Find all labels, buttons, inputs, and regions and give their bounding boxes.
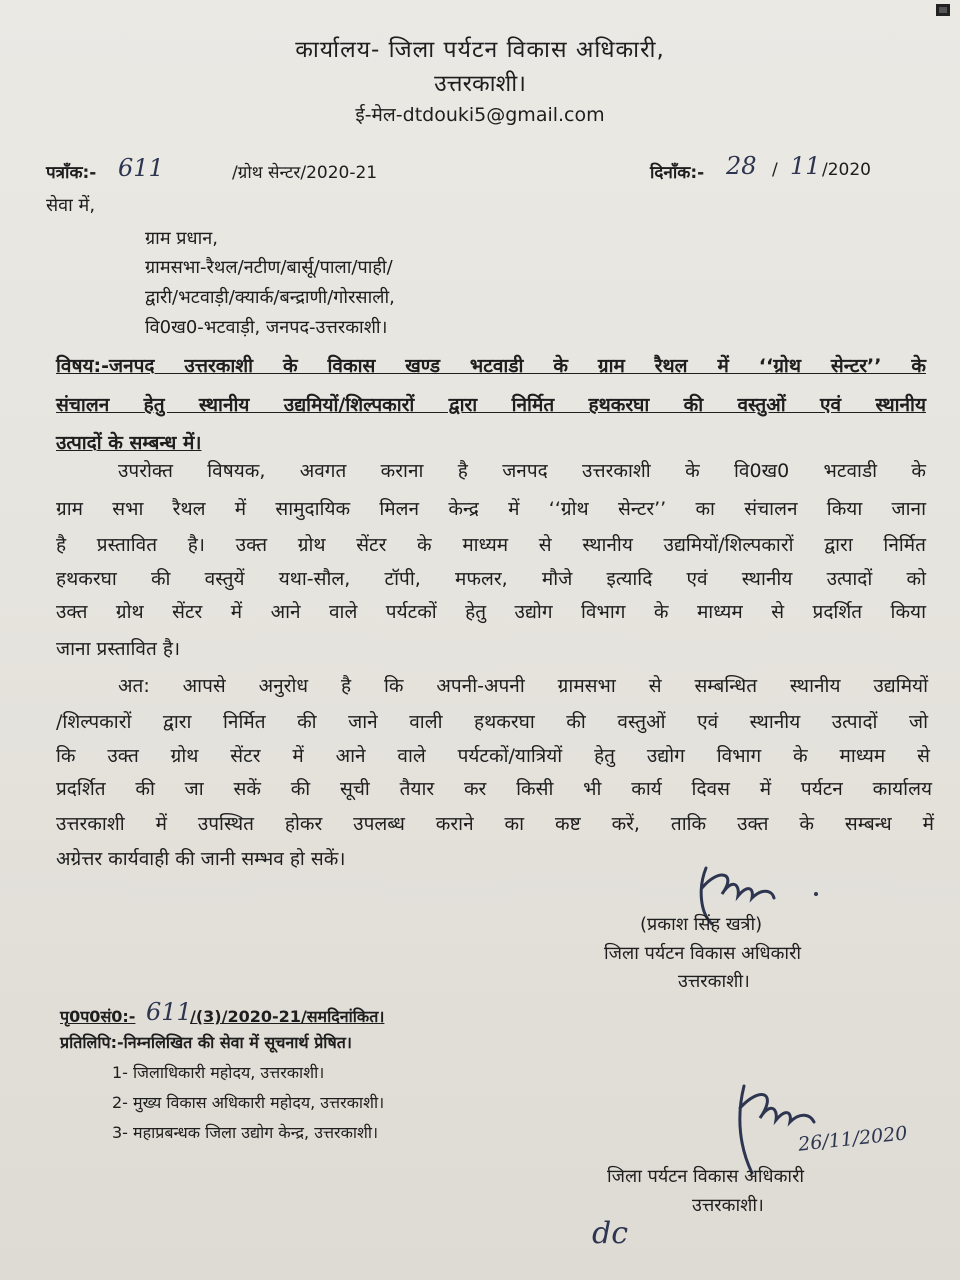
date-label: दिनॉंक:- — [650, 163, 705, 183]
paragraph-line: प्रदर्शित की जा सकें की सूची तैयार कर किसी भी कार्य दिवस में पर्यटन कार्यालय — [56, 778, 932, 800]
subject-line: विषय:-जनपद उत्तरकाशी के विकास खण्ड भटवाडी के ग्राम रैथल में ‘‘ग्रोथ सेन्टर’’ के — [56, 355, 926, 377]
paragraph-line: कि उक्त ग्रोथ सेंटर में आने वाले पर्यटकों/यात्रियों हेतु उद्योग विभाग के माध्यम से — [56, 745, 930, 767]
copy-item: 3- महाप्रबन्धक जिला उद्योग केन्द्र, उत्तरकाशी। — [112, 1123, 379, 1142]
salutation: सेवा में, — [46, 195, 96, 216]
subject-line: संचालन हेतु स्थानीय उद्यमियों/शिल्पकारों द्वारा निर्मित हथकरघा की वस्तुओं एवं स्थानीय — [56, 394, 926, 416]
copy-heading: प्रतिलिपि:-निम्नलिखित की सेवा में सूचनार्थ प्रेषित। — [60, 1033, 352, 1052]
paragraph-line: हथकरघा की वस्तुयें यथा-सौल, टॉपी, मफलर, मौजे इत्यादि एवं स्थानीय उत्पादों को — [56, 568, 926, 590]
office-city: उत्तरकाशी। — [434, 71, 526, 97]
paragraph-line: है प्रस्तावित है। उक्त ग्रोथ सेंटर के माध्यम से स्थानीय उद्यमियों/शिल्पकारों द्वारा निर्मित — [56, 534, 926, 556]
date-month: 11 — [790, 152, 821, 180]
paragraph-line: उत्तरकाशी में उपस्थित होकर उपलब्ध कराने का कष्ट करें, ताकि उक्त के सम्बन्ध में — [56, 813, 934, 835]
handwritten-note: dc — [592, 1216, 629, 1251]
copy-ref-number: 611 — [146, 998, 192, 1026]
recipient-line: वि0ख0-भटवाड़ी, जनपद-उत्तरकाशी। — [145, 317, 388, 338]
officer-designation: जिला पर्यटन विकास अधिकारी — [604, 943, 802, 964]
paragraph-line: अग्रेत्तर कार्यवाही की जानी सम्भव हो सकें। — [56, 848, 346, 870]
reference-suffix: /ग्रोथ सेन्टर/2020-21 — [232, 163, 378, 183]
paragraph-line: अत: आपसे अनुरोध है कि अपनी-अपनी ग्रामसभा से सम्बन्धित स्थानीय उद्यमियों — [118, 675, 928, 697]
subject-line: उत्पादों के सम्बन्ध में। — [56, 432, 202, 454]
paragraph-line: ग्राम सभा रैथल में सामुदायिक मिलन केन्द्र में ‘‘ग्रोथ सेन्टर’’ का संचालन किया जाना — [56, 498, 926, 520]
office-title: कार्यालय- जिला पर्यटन विकास अधिकारी, — [295, 37, 665, 63]
office-email: ई-मेल-dtdouki5@gmail.com — [355, 104, 605, 126]
officer-place: उत्तरकाशी। — [678, 971, 750, 992]
copy-item: 2- मुख्य विकास अधिकारी महोदय, उत्तरकाशी। — [112, 1093, 385, 1112]
copy-ref-suffix: /(3)/2020-21/समदिनांकित। — [190, 1007, 385, 1026]
letter-page: कार्यालय- जिला पर्यटन विकास अधिकारी, उत्तरकाशी। ई-मेल-dtdouki5@gmail.com पत्रॉंक:- 611 /ग्रोथ सेन्टर/2020-21 दिनॉंक:- 28 / 11 /2020 सेवा में, ग्राम प्रधान, ग्रामसभा-रैथल/नटीण/बार्सू/पाला/पाही/ द्वारी/भटवाड़ी/क्यार्क/बन्द्राणी/गोरसाली, वि0ख0-भटवाड़ी, जनपद-उत्तरकाशी। विषय:-जनपद उत्तरकाशी के विकास खण्ड भटवाडी के ग्राम रैथल में ‘‘ग्रोथ सेन्टर’’ के संचालन हेतु स्थानीय उद्यमियों/शिल्पकारों द्वारा निर्मित हथकरघा की वस्तुओं एवं स्थानीय उत्पादों के सम्बन्ध में। उपरोक्त विषयक, अवगत कराना है जनपद उत्तरकाशी के वि0ख0 भटवाडी के ग्राम सभा रैथल में सामुदायिक मिलन केन्द्र में ‘‘ग्रोथ सेन्टर’’ का संचालन किया जाना है प्रस्तावित है। उक्त ग्रोथ सेंटर के माध्यम से स्थानीय उद्यमियों/शिल्पकारों द्वारा निर्मित हथकरघा की वस्तुयें यथा-सौल, टॉपी, मफलर, मौजे इत्यादि एवं स्थानीय उत्पादों को उक्त ग्रोथ सेंटर में आने वाले पर्यटकों हेतु उद्योग विभाग के माध्यम से प्रदर्शित किया जाना प्रस्तावित है। अत: आपसे अनुरोध है कि अपनी-अपनी ग्रामसभा से सम्बन्धित स्थानीय उद्यमियों /शिल्पकारों द्वारा निर्मित की जाने वाली हथकरघा की वस्तुओं एवं स्थानीय उत्पादों जो कि उक्त ग्रोथ सेंटर में आने वाले पर्यटकों/यात्रियों हेतु उद्योग विभाग के माध्यम से प्रदर्शित की जा सकें की सूची तैयार कर किसी भी कार्य दिवस में पर्यटन कार्यालय उत्तरकाशी में उपस्थित होकर उपलब्ध कराने का कष्ट करें, ताकि उक्त के सम्बन्ध में अग्रेत्तर कार्यवाही की जानी सम्भव हो सकें। (प्रकाश सिंह खत्री) जिला पर्यटन विकास अधिकारी उत्तरकाशी। पृ0प0सं0:- 611 /(3)/2020-21/समदिनांकित। प्रतिलिपि:-निम्नलिखित की सेवा में सूचनार्थ प्रेषित। 1- जिलाधिकारी महोदय, उत्तरकाशी। 2- मुख्य विकास अधिकारी महोदय, उत्तरकाशी। 3- महाप्रबन्धक जिला उद्योग केन्द्र, उत्तरकाशी। 26/11/2020 जिला पर्यटन विकास अधिकारी उत्तरकाशी। dc — [0, 0, 960, 1280]
date-day: 28 — [726, 152, 757, 180]
recipient-line: ग्रामसभा-रैथल/नटीण/बार्सू/पाला/पाही/ — [145, 257, 393, 278]
officer-name: (प्रकाश सिंह खत्री) — [640, 914, 763, 935]
signature-date: 26/11/2020 — [797, 1122, 909, 1156]
shield-icon — [936, 4, 950, 16]
paragraph-line: जाना प्रस्तावित है। — [56, 638, 181, 660]
officer-signature-2 — [730, 1078, 830, 1178]
recipient-line: ग्राम प्रधान, — [145, 228, 218, 249]
officer-designation-2: जिला पर्यटन विकास अधिकारी — [607, 1166, 805, 1187]
officer-place-2: उत्तरकाशी। — [692, 1195, 764, 1216]
copy-ref-prefix: पृ0प0सं0:- — [60, 1007, 136, 1026]
paragraph-line: /शिल्पकारों द्वारा निर्मित की जाने वाली हथकरघा की वस्तुओं एवं स्थानीय उत्पादों जो — [56, 711, 928, 733]
paragraph-line: उक्त ग्रोथ सेंटर में आने वाले पर्यटकों हेतु उद्योग विभाग के माध्यम से प्रदर्शित किया — [56, 601, 926, 623]
reference-label: पत्रॉंक:- — [46, 163, 97, 183]
date-year: /2020 — [822, 160, 871, 180]
reference-number: 611 — [118, 154, 164, 182]
paragraph-line: उपरोक्त विषयक, अवगत कराना है जनपद उत्तरकाशी के वि0ख0 भटवाडी के — [118, 460, 926, 482]
copy-item: 1- जिलाधिकारी महोदय, उत्तरकाशी। — [112, 1063, 325, 1082]
recipient-line: द्वारी/भटवाड़ी/क्यार्क/बन्द्राणी/गोरसाली, — [145, 287, 395, 308]
